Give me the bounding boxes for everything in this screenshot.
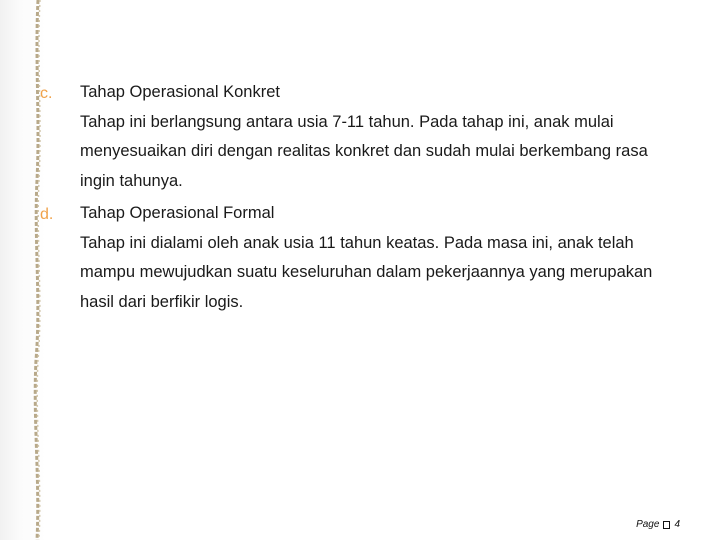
item-body: Tahap ini dialami oleh anak usia 11 tahun keatas. Pada masa ini, anak telah mampu mewujudkan suatu keseluruhan dalam pekerjaannya yang merupakan hasil dari berfikir logis.: [80, 233, 653, 311]
item-marker: d.: [40, 206, 54, 223]
list-item: [40, 78, 680, 196]
item-title: Tahap Operasional Konkret: [80, 83, 280, 101]
page-label: Page: [636, 519, 660, 530]
page-box-icon: [663, 521, 670, 529]
item-title: Tahap Operasional Formal: [80, 204, 275, 222]
item-body: Tahap ini berlangsung antara usia 7-11 tahun. Pada tahap ini, anak mulai menyesuaikan diri dengan realitas konkret dan sudah mulai berkembang rasa ingin tahunya.: [80, 112, 648, 190]
content-list: [40, 78, 680, 320]
page-footer: [636, 519, 680, 530]
list-item: [40, 199, 680, 317]
page-number: 4: [674, 519, 680, 530]
item-marker: c.: [40, 85, 53, 102]
